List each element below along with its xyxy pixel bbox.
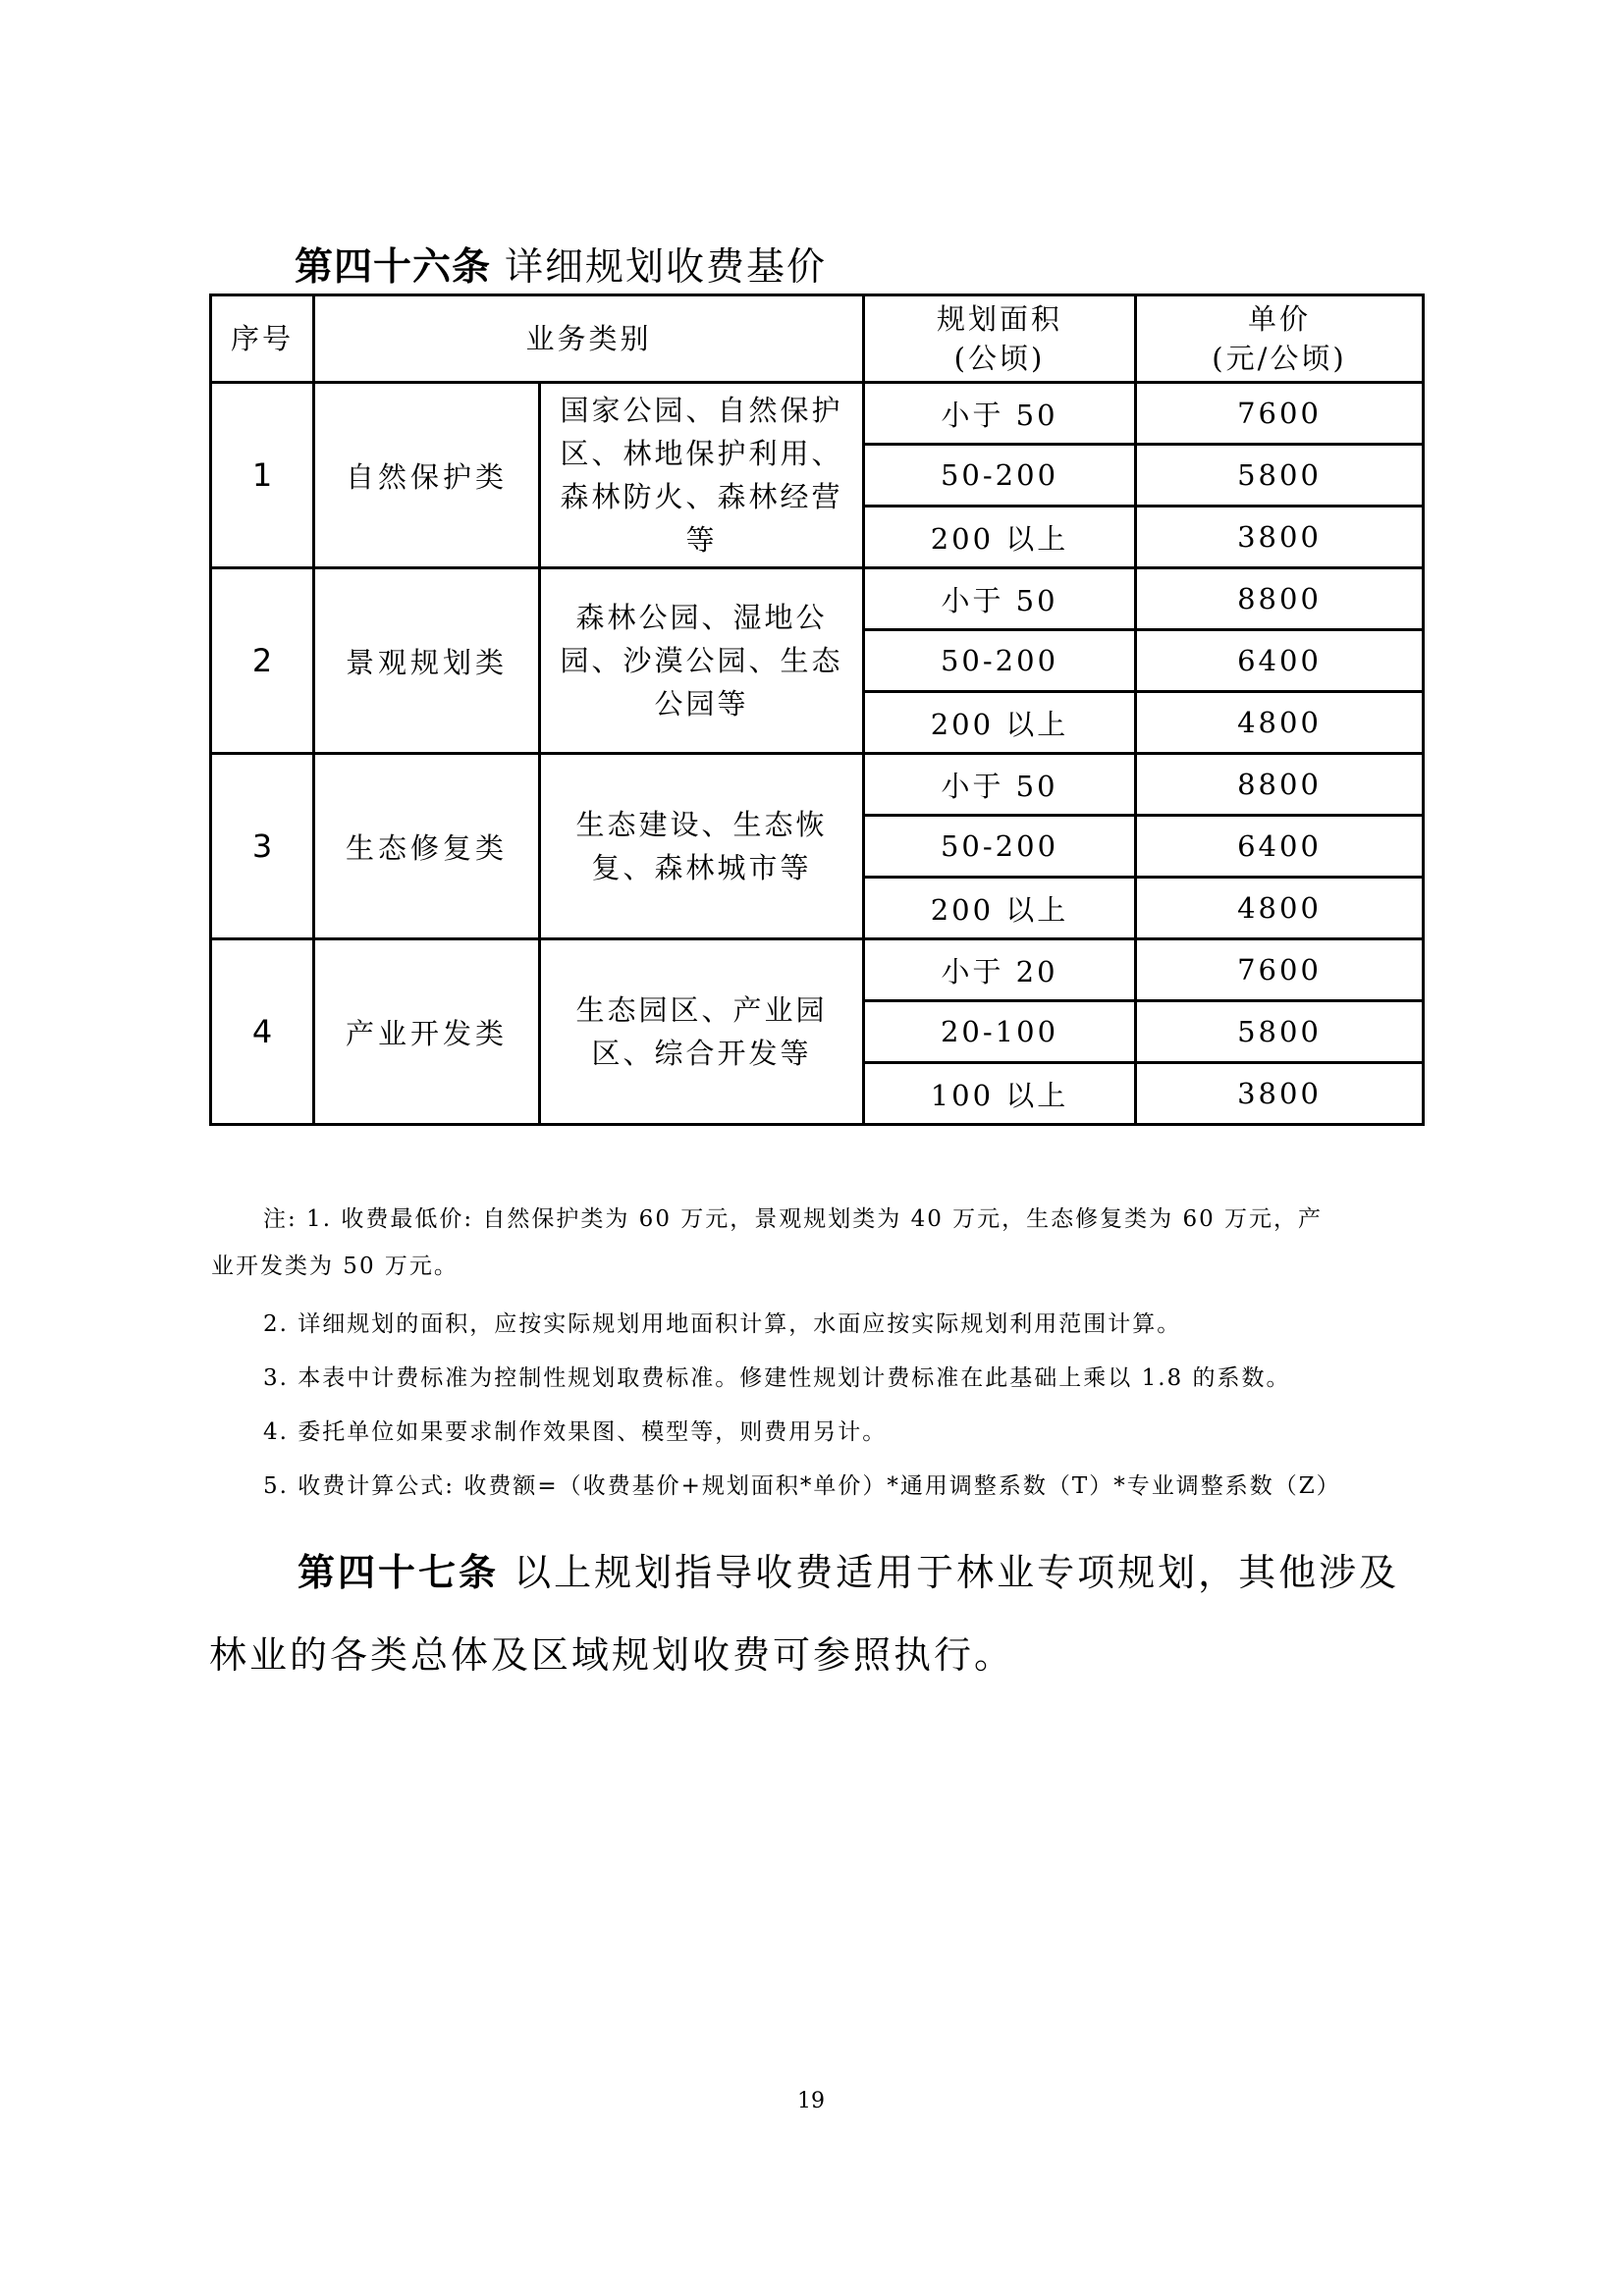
row-index: 1	[211, 383, 314, 568]
note-4: 4. 委托单位如果要求制作效果图、模型等，则费用另计。	[263, 1419, 888, 1445]
header-price-line1: 单价	[1247, 302, 1311, 336]
row-area: 200 以上	[864, 507, 1136, 568]
row-index: 4	[211, 939, 314, 1125]
header-price-line2: (元/公顷)	[1212, 342, 1347, 375]
row-description: 森林公园、湿地公园、沙漠公园、生态公园等	[540, 568, 864, 754]
header-index: 序号	[211, 295, 314, 383]
row-price: 6400	[1136, 630, 1424, 692]
row-price: 8800	[1136, 754, 1424, 816]
table-header-row	[211, 295, 1424, 383]
row-price: 4800	[1136, 692, 1424, 754]
article-47-paragraph	[209, 1531, 1436, 1696]
table-row	[211, 939, 1424, 1001]
note-5: 5. 收费计算公式: 收费额=（收费基价+规划面积*单价）*通用调整系数（T）*专业调整系数（Z）	[263, 1473, 1341, 1499]
row-area: 小于 50	[864, 383, 1136, 445]
row-description: 生态园区、产业园区、综合开发等	[540, 939, 864, 1125]
row-area: 50-200	[864, 445, 1136, 507]
row-area: 100 以上	[864, 1063, 1136, 1125]
table-row	[211, 754, 1424, 816]
row-price: 3800	[1136, 1063, 1424, 1125]
article-46-title: 详细规划收费基价	[505, 245, 828, 290]
page-number: 19	[797, 2089, 825, 2113]
article-47-number: 第四十七条	[298, 1550, 500, 1594]
note-2: 2. 详细规划的面积，应按实际规划用地面积计算，水面应按实际规划利用范围计算。	[263, 1311, 1182, 1337]
row-price: 3800	[1136, 507, 1424, 568]
note-1-continued: 业开发类为 50 万元。	[211, 1254, 459, 1279]
row-category: 产业开发类	[314, 939, 540, 1125]
header-category: 业务类别	[314, 295, 864, 383]
header-area-line2: (公顷)	[953, 342, 1046, 375]
row-index: 3	[211, 754, 314, 939]
row-price: 5800	[1136, 445, 1424, 507]
row-description: 国家公园、自然保护区、林地保护利用、森林防火、森林经营等	[540, 383, 864, 568]
note-3: 3. 本表中计费标准为控制性规划取费标准。修建性规划计费标准在此基础上乘以 1.8 的系数。	[263, 1365, 1291, 1391]
article-46-heading	[295, 241, 827, 294]
row-description: 生态建设、生态恢复、森林城市等	[540, 754, 864, 939]
row-area: 50-200	[864, 630, 1136, 692]
row-area: 小于 20	[864, 939, 1136, 1001]
row-area: 20-100	[864, 1001, 1136, 1063]
row-price: 4800	[1136, 878, 1424, 939]
row-area: 50-200	[864, 816, 1136, 878]
note-1: 注: 1. 收费最低价: 自然保护类为 60 万元，景观规划类为 40 万元，生态修复类为 60 万元，产	[263, 1206, 1324, 1232]
header-area-line1: 规划面积	[936, 302, 1062, 336]
row-area: 200 以上	[864, 692, 1136, 754]
row-index: 2	[211, 568, 314, 754]
header-price	[1136, 295, 1424, 383]
table-row	[211, 568, 1424, 630]
row-price: 6400	[1136, 816, 1424, 878]
row-category: 景观规划类	[314, 568, 540, 754]
row-category: 生态修复类	[314, 754, 540, 939]
row-price: 7600	[1136, 939, 1424, 1001]
row-price: 7600	[1136, 383, 1424, 445]
row-area: 小于 50	[864, 754, 1136, 816]
row-category: 自然保护类	[314, 383, 540, 568]
row-area: 小于 50	[864, 568, 1136, 630]
article-46-number: 第四十六条	[295, 244, 492, 290]
row-area: 200 以上	[864, 878, 1136, 939]
row-price: 5800	[1136, 1001, 1424, 1063]
header-area	[864, 295, 1136, 383]
fee-table	[209, 294, 1425, 1126]
table-row	[211, 383, 1424, 445]
article-47-text: 以上规划指导收费适用于林业专项规划，其他涉及林业的各类总体及区域规划收费可参照执行。	[209, 1551, 1400, 1677]
row-price: 8800	[1136, 568, 1424, 630]
